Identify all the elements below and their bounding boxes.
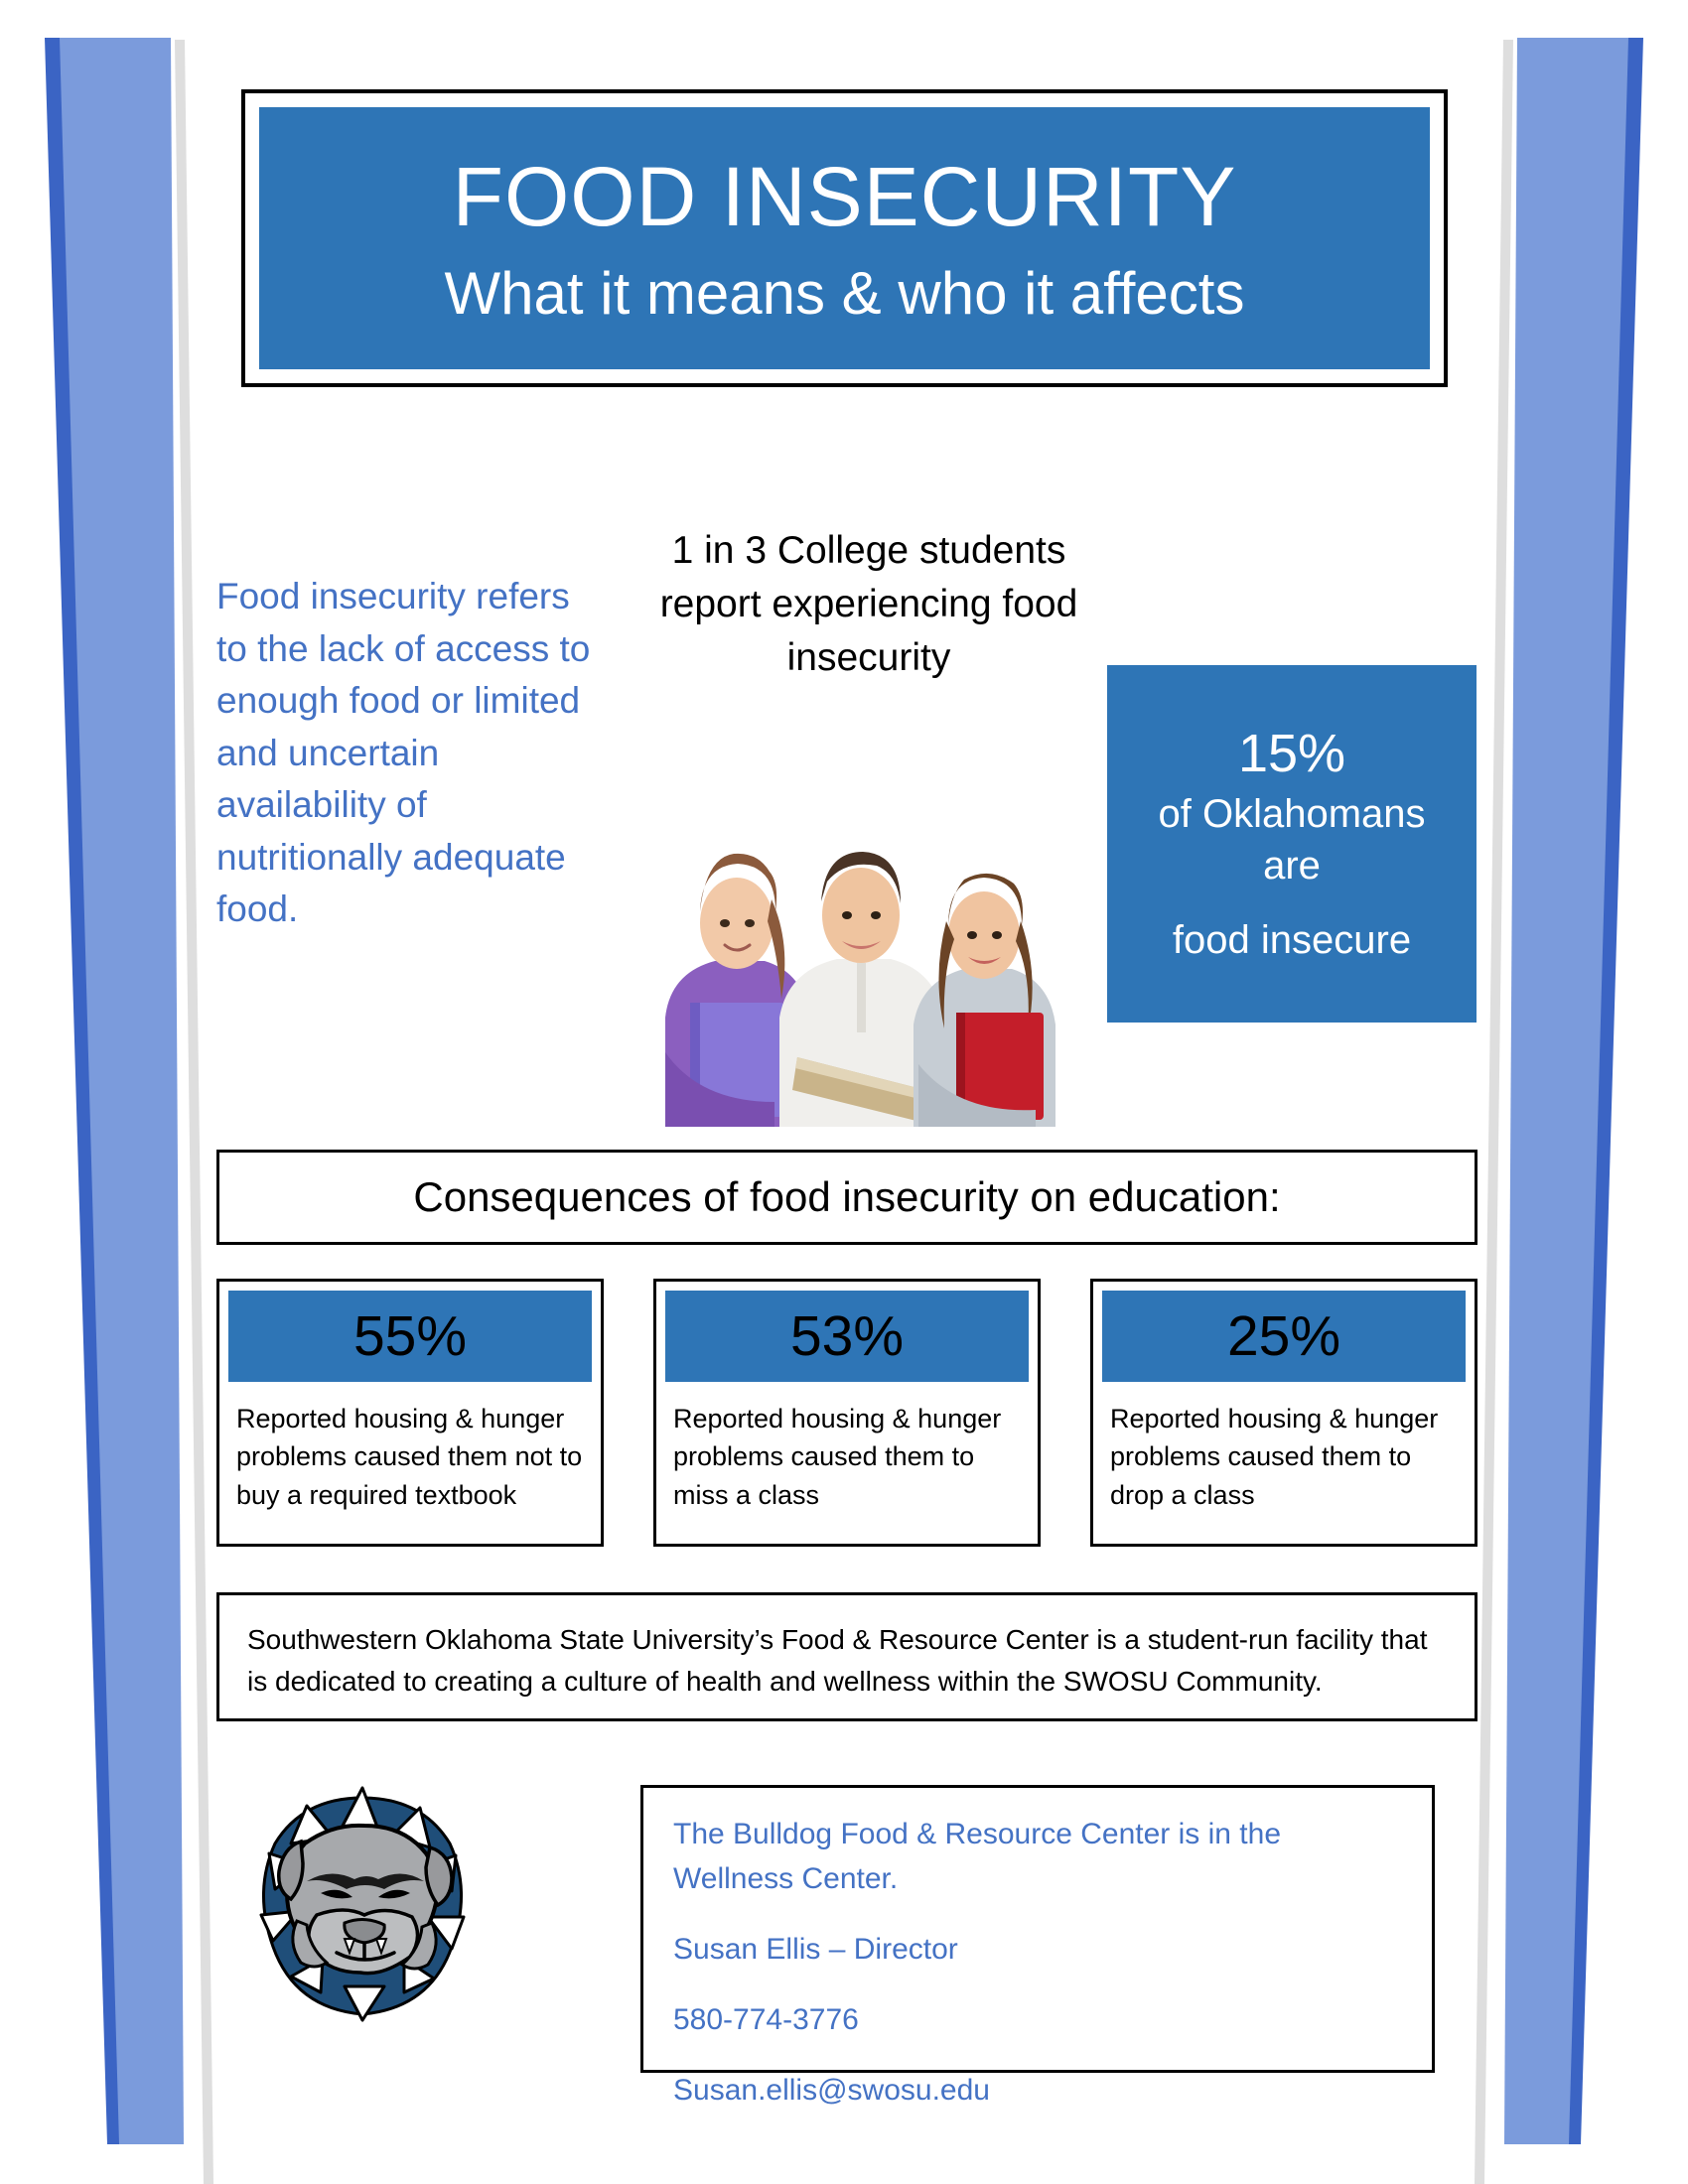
- stat-card: [653, 1279, 1041, 1547]
- left-wedge-dark: [45, 38, 147, 2144]
- oklahoma-stat-box: [1107, 665, 1477, 1023]
- consequences-cards: [216, 1279, 1477, 1547]
- right-wedge-dark: [1541, 38, 1643, 2144]
- students-photo: [631, 804, 1077, 1127]
- stat-card-description: Reported housing & hunger problems caused them not to buy a required textbook: [236, 1404, 583, 1510]
- stat-card-percent-bar: [665, 1291, 1029, 1382]
- one-in-three-stat: 1 in 3 College students report experiencing food insecurity: [659, 529, 1078, 679]
- stat-card-percent: 53%: [789, 1303, 905, 1368]
- food-insecurity-definition: Food insecurity refers to the lack of access to enough food or limited and uncertain availability of nutritionally adequate food.: [216, 576, 591, 930]
- stat-card-percent: 55%: [352, 1303, 468, 1368]
- contact-email[interactable]: Susan.ellis@swosu.edu: [673, 2074, 990, 2107]
- oklahoma-line3: food insecure: [1172, 918, 1412, 963]
- oklahoma-line2: are: [1263, 844, 1321, 888]
- contact-phone[interactable]: 580-774-3776: [673, 2003, 859, 2036]
- left-wedge-light: [60, 38, 184, 2144]
- header-banner-inner: [259, 107, 1430, 369]
- mission-statement: Southwestern Oklahoma State University’s Food & Resource Center is a student-run facility that is dedicated to creating a culture of health and wellness within the SWOSU Community.: [216, 1592, 1477, 1721]
- swosu-bulldog-logo: [245, 1782, 479, 2030]
- page-title: FOOD INSECURITY: [452, 150, 1237, 244]
- contact-location: The Bulldog Food & Resource Center is in the Wellness Center.: [673, 1818, 1281, 1895]
- contact-box: [640, 1785, 1435, 2107]
- stat-card-description: Reported housing & hunger problems caused them to miss a class: [673, 1404, 1002, 1510]
- stat-card: [1090, 1279, 1477, 1547]
- stat-card-description: Reported housing & hunger problems caused them to drop a class: [1110, 1404, 1439, 1510]
- stat-card: [216, 1279, 604, 1547]
- oklahoma-percent: 15%: [1237, 724, 1346, 784]
- stat-card-percent: 25%: [1226, 1303, 1341, 1368]
- page-subtitle: What it means & who it affects: [444, 259, 1245, 327]
- stat-card-percent-bar: [1102, 1291, 1466, 1382]
- contact-director: Susan Ellis – Director: [673, 1933, 958, 1966]
- stat-card-percent-bar: [228, 1291, 592, 1382]
- header-banner: [241, 89, 1448, 387]
- oklahoma-line1: of Oklahomans: [1158, 791, 1426, 836]
- poster-body: [204, 0, 1524, 2184]
- consequences-header: Consequences of food insecurity on education:: [216, 1150, 1477, 1245]
